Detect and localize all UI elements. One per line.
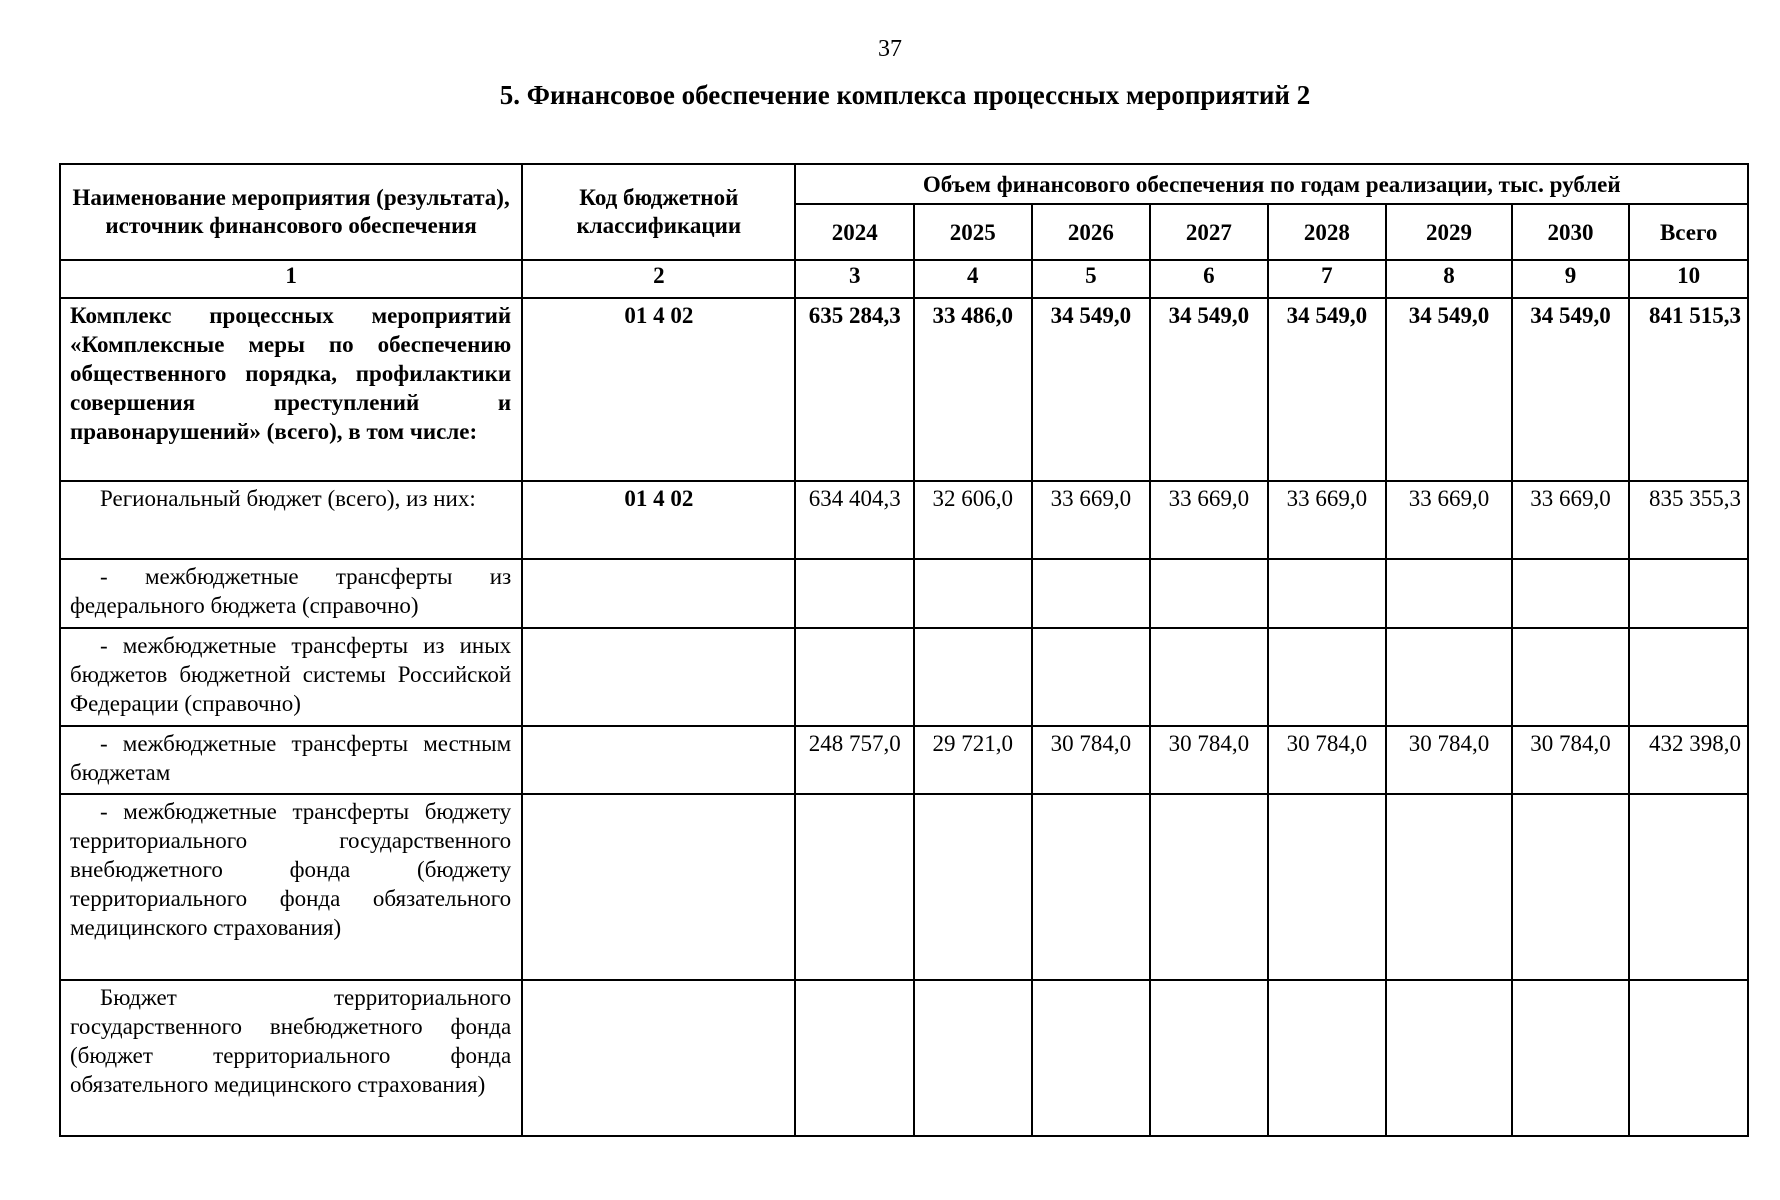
row-value: 30 784,0 <box>1150 726 1268 794</box>
row-value: 33 669,0 <box>1150 481 1268 559</box>
row-value <box>1150 980 1268 1136</box>
header-year: 2026 <box>1032 204 1151 260</box>
row-value-total <box>1629 559 1748 628</box>
row-value <box>1386 980 1512 1136</box>
column-number: 6 <box>1150 260 1268 298</box>
row-value-total: 432 398,0 <box>1629 726 1748 794</box>
row-value: 248 757,0 <box>795 726 914 794</box>
table-row-complex-total <box>60 298 1748 481</box>
row-name: Комплекс процессных мероприятий «Комплексные меры по обеспечению общественного порядка, профилактики совершения преступлений и правонарушений» (всего), в том числе: <box>60 298 522 481</box>
header-code-column: Код бюджетной классификации <box>522 164 795 260</box>
row-value: 30 784,0 <box>1032 726 1151 794</box>
row-value <box>795 794 914 980</box>
row-name: - межбюджетные трансферты из иных бюджетов бюджетной системы Российской Федерации (справочно) <box>60 628 522 726</box>
table-row-other-transfers <box>60 628 1748 726</box>
row-value: 634 404,3 <box>795 481 914 559</box>
header-year: 2024 <box>795 204 914 260</box>
header-volume-column: Объем финансового обеспечения по годам реализации, тыс. рублей <box>795 164 1748 204</box>
row-value <box>795 980 914 1136</box>
row-value <box>914 628 1032 726</box>
row-value <box>914 559 1032 628</box>
row-value: 29 721,0 <box>914 726 1032 794</box>
row-value <box>1150 794 1268 980</box>
financing-table <box>59 163 1749 1137</box>
row-value <box>1512 628 1630 726</box>
column-number: 10 <box>1629 260 1748 298</box>
row-value <box>1268 559 1387 628</box>
row-code <box>522 726 795 794</box>
row-value <box>795 628 914 726</box>
row-value <box>1032 980 1151 1136</box>
column-number: 3 <box>795 260 914 298</box>
row-value <box>795 559 914 628</box>
row-value <box>1386 794 1512 980</box>
column-number: 9 <box>1512 260 1630 298</box>
row-value <box>1268 628 1387 726</box>
row-value <box>1032 794 1151 980</box>
row-value: 30 784,0 <box>1268 726 1387 794</box>
row-value <box>1512 794 1630 980</box>
row-value: 33 669,0 <box>1268 481 1387 559</box>
row-value: 30 784,0 <box>1512 726 1630 794</box>
row-code <box>522 794 795 980</box>
table-row-federal-transfers <box>60 559 1748 628</box>
row-value <box>1512 559 1630 628</box>
row-code <box>522 628 795 726</box>
row-value <box>1268 980 1387 1136</box>
row-value-total: 841 515,3 <box>1629 298 1748 481</box>
row-name: - межбюджетные трансферты из федерального бюджета (справочно) <box>60 559 522 628</box>
row-value <box>1150 628 1268 726</box>
row-code: 01 4 02 <box>522 298 795 481</box>
header-row-column-numbers <box>60 260 1748 298</box>
row-code <box>522 559 795 628</box>
row-value <box>914 980 1032 1136</box>
table-row-territorial-fund-budget <box>60 980 1748 1136</box>
row-value <box>1032 559 1151 628</box>
document-title: 5. Финансовое обеспечение комплекса процессных мероприятий 2 <box>499 80 1311 110</box>
row-name: - межбюджетные трансферты бюджету территориального государственного внебюджетного фонда (бюджету территориального фонда обязательного медицинского страхования) <box>60 794 522 980</box>
row-value: 34 549,0 <box>1150 298 1268 481</box>
row-value: 32 606,0 <box>914 481 1032 559</box>
table-row-regional-budget <box>60 481 1748 559</box>
row-value: 33 669,0 <box>1032 481 1151 559</box>
row-value <box>1268 794 1387 980</box>
row-value: 30 784,0 <box>1386 726 1512 794</box>
header-year: 2030 <box>1512 204 1630 260</box>
header-name-column: Наименование мероприятия (результата), источник финансового обеспечения <box>60 164 522 260</box>
row-value-total <box>1629 628 1748 726</box>
row-value-total: 835 355,3 <box>1629 481 1748 559</box>
header-year: 2025 <box>914 204 1032 260</box>
column-number: 1 <box>60 260 522 298</box>
row-value: 34 549,0 <box>1032 298 1151 481</box>
row-value <box>1386 628 1512 726</box>
column-number: 7 <box>1268 260 1387 298</box>
row-code <box>522 980 795 1136</box>
row-value: 34 549,0 <box>1386 298 1512 481</box>
row-value-total <box>1629 794 1748 980</box>
page-number: 37 <box>878 36 902 62</box>
table-row-territorial-fund-transfers <box>60 794 1748 980</box>
row-name: Региональный бюджет (всего), из них: <box>60 481 522 559</box>
column-number: 4 <box>914 260 1032 298</box>
row-value <box>1032 628 1151 726</box>
row-value: 34 549,0 <box>1512 298 1630 481</box>
header-total: Всего <box>1629 204 1748 260</box>
row-value <box>1386 559 1512 628</box>
column-number: 8 <box>1386 260 1512 298</box>
row-value: 33 669,0 <box>1386 481 1512 559</box>
column-number: 5 <box>1032 260 1151 298</box>
column-number: 2 <box>522 260 795 298</box>
header-year: 2028 <box>1268 204 1387 260</box>
row-value <box>1512 980 1630 1136</box>
row-value: 34 549,0 <box>1268 298 1387 481</box>
header-year: 2027 <box>1150 204 1268 260</box>
row-value <box>914 794 1032 980</box>
row-value-total <box>1629 980 1748 1136</box>
row-value: 33 669,0 <box>1512 481 1630 559</box>
row-value: 33 486,0 <box>914 298 1032 481</box>
row-value <box>1150 559 1268 628</box>
header-row-1 <box>60 164 1748 204</box>
header-year: 2029 <box>1386 204 1512 260</box>
row-value: 635 284,3 <box>795 298 914 481</box>
table-row-local-transfers <box>60 726 1748 794</box>
row-name: - межбюджетные трансферты местным бюджетам <box>60 726 522 794</box>
row-code: 01 4 02 <box>522 481 795 559</box>
row-name: Бюджет территориального государственного внебюджетного фонда (бюджет территориального фонда обязательного медицинского страхования) <box>60 980 522 1136</box>
